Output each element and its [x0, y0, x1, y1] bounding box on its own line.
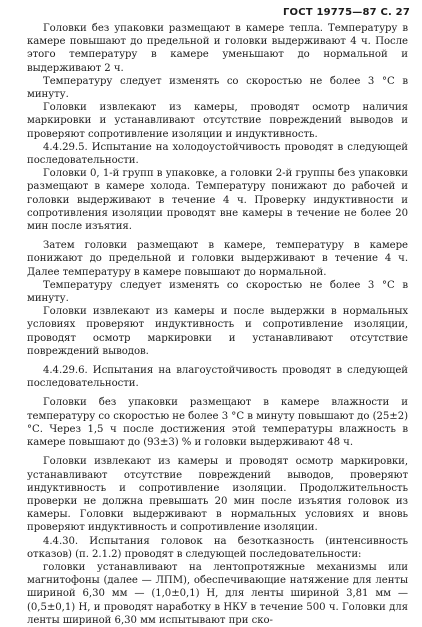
body-text [27, 22, 408, 627]
page-header [27, 6, 410, 20]
paragraph: Головки извлекают из камеры и проводят осмотр маркировки, устанавливают отсутствие повреждений выводов, проверяют индуктивность и сопротивление изоляции. Продолжительность проверки не должна превышать 20 мин после изъятия головок из камеры. Головки выдерживают в нормальных условиях и вновь проверяют индуктивность и сопротивление изоляции. [27, 456, 408, 534]
paragraph: Головки без упаковки размещают в камере влажности и температуру со скоростью не более 3 °С в минуту повышают до (25±2) °С. Через 1,5 ч после достижения этой температуры влажность в камере повышают до (93±3) % и головки выдерживают 48 ч. [27, 397, 408, 449]
paragraph: Затем головки размещают в камере, температуру в камере понижают до предельной и головки выдерживают в течение 4 ч. Далее температуру в камере повышают до нормальной. [27, 240, 408, 278]
page-number: С. 27 [380, 7, 410, 18]
paragraph: головки устанавливают на лентопротяжные механизмы или магнитофоны (далее — ЛПМ), обеспечивающие натяжение для ленты шириной 6,30 мм — (1,0±0,1) Н, для ленты шириной 3,81 мм — (0,5±0,1) Н, и проводят наработку в НКУ в течение 500 ч. Головки для ленты шириной 6,30 мм испытывают при ско- [27, 561, 408, 626]
paragraph: Головки извлекают из камеры и после выдержки в нормальных условиях проверяют индуктивность и сопротивление изоляции, проводят осмотр маркировки и устанавливают отсутствие повреждений выводов. [27, 306, 408, 357]
section-heading: 4.4.29.5. Испытание на холодоустойчивость проводят в следующей последовательности. [27, 141, 408, 167]
paragraph: Головки 0, 1-й групп в упаковке, а головки 2-й группы без упаковки размещают в камере холода. Температуру понижают до рабочей и головки выдерживают в течение 4 ч. Проверку индуктивности и сопротивления изоляции проводят вне камеры в течение не более 20 мин после изъятия. [27, 168, 408, 233]
section-heading: 4.4.30. Испытания головок на безотказность (интенсивность отказов) (п. 2.1.2) проводят в следующей последовательности: [27, 535, 408, 560]
standard-number: ГОСТ 19775—87 [282, 7, 377, 18]
paragraph: Температуру следует изменять со скоростью не более 3 °С в минуту. [27, 75, 408, 101]
paragraph: Головки извлекают из камеры, проводят осмотр наличия маркировки и устанавливают отсутствие повреждений выводов и проверяют сопротивление изоляции и индуктивность. [27, 102, 408, 140]
paragraph: Температуру следует изменять со скоростью не более 3 °С в минуту. [27, 279, 408, 305]
paragraph: Головки без упаковки размещают в камере тепла. Температуру в камере повышают до предельной и головки выдерживают 4 ч. После этого температуру в камере уменьшают до нормальной и выдерживают 2 ч. [27, 23, 408, 74]
section-heading: 4.4.29.6. Испытания на влагоустойчивость проводят в следующей последовательности. [27, 365, 408, 390]
